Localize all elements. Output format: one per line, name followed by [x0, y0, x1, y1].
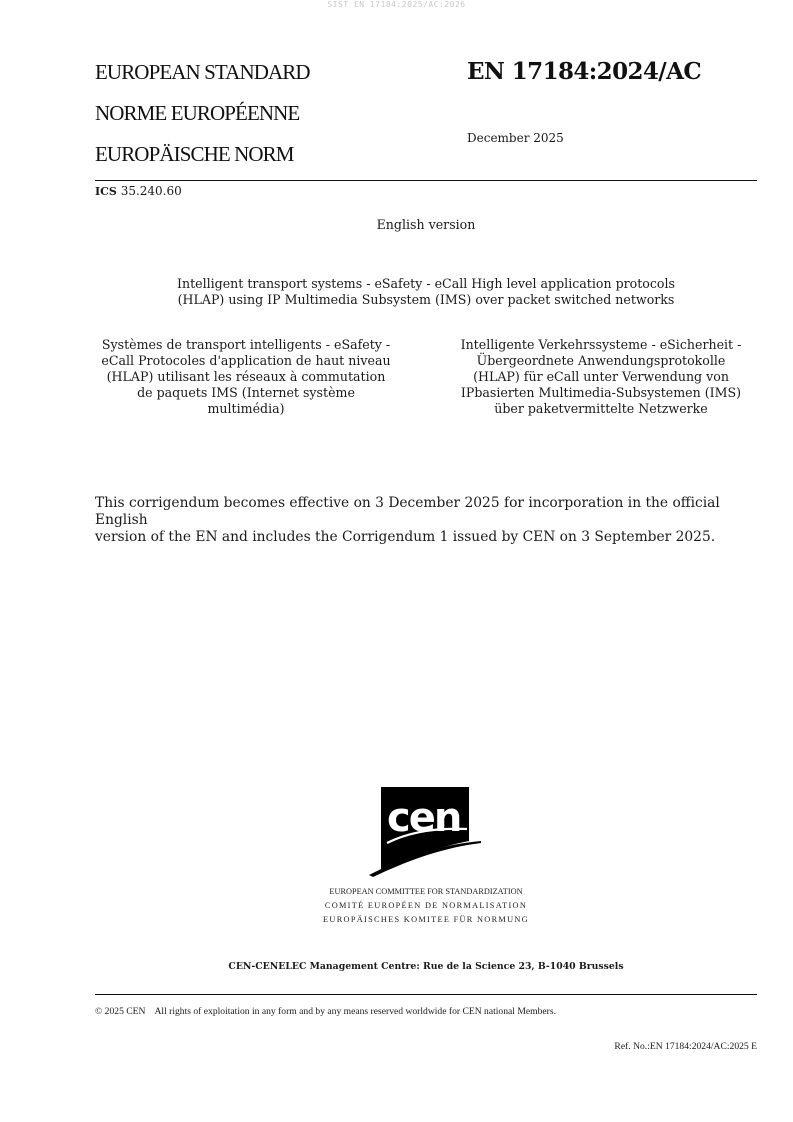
cen-logo-icon — [369, 785, 481, 877]
language-version: English version — [376, 217, 476, 232]
org-name-fr: COMITÉ EUROPÉEN DE NORMALISATION — [324, 901, 528, 910]
english-title-line: Intelligent transport systems - eSafety - eCall High level application protocols — [176, 276, 675, 291]
corrigendum-line: This corrigendum becomes effective on 3 December 2025 for incorporation in the official English — [95, 495, 720, 528]
footer-divider — [95, 994, 757, 995]
german-title-line: IPbasierten Multimedia-Subsystemen (IMS) — [460, 385, 742, 400]
svg-text:cen: cen — [387, 795, 461, 841]
reference-number: Ref. No.:EN 17184:2024/AC:2025 E — [614, 1041, 757, 1052]
french-title-line: (HLAP) utilisant les réseaux à commutation — [106, 369, 386, 384]
copyright-owner: © 2025 CEN — [95, 1006, 146, 1017]
french-title — [86, 337, 406, 417]
copyright-notice — [95, 1006, 556, 1017]
org-name-en: EUROPEAN COMMITTEE FOR STANDARDIZATION — [329, 887, 523, 896]
english-title-line: (HLAP) using IP Multimedia Subsystem (IMS) over packet switched networks — [177, 292, 675, 307]
french-title-line: eCall Protocoles d'application de haut niveau — [101, 353, 391, 368]
copyright-text: All rights of exploitation in any form and by any means reserved worldwide for CEN national Members. — [154, 1006, 556, 1017]
french-title-line: de paquets IMS (Internet système — [137, 385, 355, 400]
corrigendum-line: version of the EN and includes the Corrigendum 1 issued by CEN on 3 September 2025. — [95, 529, 716, 545]
document-number: EN 17184:2024/AC — [467, 58, 702, 85]
german-title — [441, 337, 761, 417]
standard-name-fr: NORME EUROPÉENNE — [95, 101, 300, 125]
ics-code — [95, 184, 182, 198]
english-title — [95, 276, 757, 308]
publication-date: December 2025 — [467, 131, 564, 145]
watermark: SIST EN 17184:2025/AC:2026 — [327, 0, 466, 9]
german-title-line: (HLAP) für eCall unter Verwendung von — [473, 369, 729, 384]
org-name-de: EUROPÄISCHES KOMITEE FÜR NORMUNG — [323, 915, 529, 924]
corrigendum-statement — [95, 495, 763, 546]
german-title-line: Übergeordnete Anwendungsprotokolle — [476, 353, 726, 368]
management-centre-address: CEN-CENELEC Management Centre: Rue de la Science 23, B-1040 Brussels — [228, 961, 624, 972]
header-divider — [95, 180, 757, 181]
german-title-line: über paketvermittelte Netzwerke — [494, 401, 708, 416]
standard-name-de: EUROPÄISCHE NORM — [95, 142, 294, 166]
ics-label: ICS — [95, 185, 117, 198]
cen-logo — [369, 785, 481, 877]
standard-name-en: EUROPEAN STANDARD — [95, 60, 310, 84]
french-title-line: multimédia) — [207, 401, 285, 416]
german-title-line: Intelligente Verkehrssysteme - eSicherheit - — [460, 337, 742, 352]
french-title-line: Systèmes de transport intelligents - eSafety - — [101, 337, 391, 352]
ics-value: 35.240.60 — [120, 184, 182, 198]
